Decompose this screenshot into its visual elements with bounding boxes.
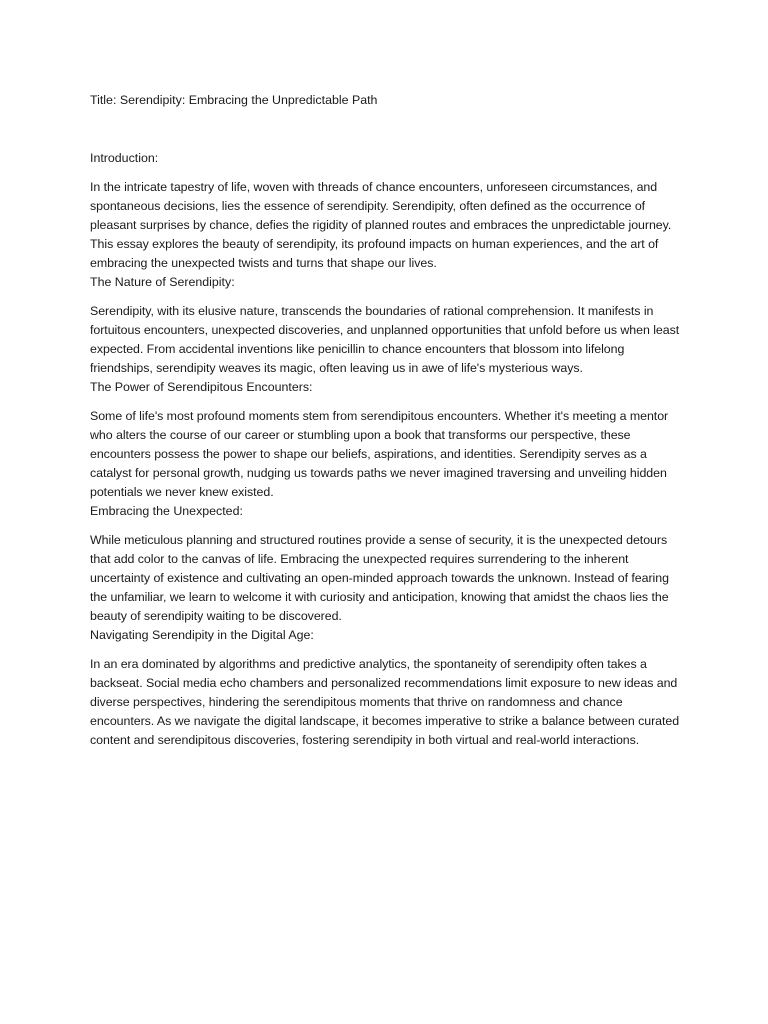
section-heading: Navigating Serendipity in the Digital Age: bbox=[90, 628, 314, 642]
document-page bbox=[90, 91, 680, 750]
section-paragraph: Some of life's most profound moments stem from serendipitous encounters. Whether it's meeting a mentor who alters the course of our career or stumbling upon a book that transforms our perspective, these encounters possess the power to shape our beliefs, aspirations, and identities. Serendipity serves as a catalyst for personal growth, nudging us towards paths we never imagined traversing and unveiling hidden potentials we never knew existed. bbox=[90, 409, 669, 499]
section-paragraph: Serendipity, with its elusive nature, transcends the boundaries of rational comprehension. It manifests in fortuitous encounters, unexpected discoveries, and unplanned opportunities that unfold before us when least expected. From accidental inventions like penicillin to chance encounters that blossom into lifelong friendships, serendipity weaves its magic, often leaving us in awe of life's mysterious ways. bbox=[90, 304, 680, 375]
section-heading: The Power of Serendipitous Encounters: bbox=[90, 380, 313, 394]
section-embracing-unexpected bbox=[90, 502, 680, 626]
section-nature-of-serendipity bbox=[90, 273, 680, 378]
section-heading: Embracing the Unexpected: bbox=[90, 504, 243, 518]
section-heading: Introduction: bbox=[90, 151, 159, 165]
section-introduction bbox=[90, 149, 680, 273]
section-paragraph: While meticulous planning and structured routines provide a sense of security, it is the unexpected detours that add color to the canvas of life. Embracing the unexpected requires surrendering to the inherent uncertainty of existence and cultivating an open-minded approach towards the unknown. Instead of fearing the unfamiliar, we learn to welcome it with curiosity and anticipation, knowing that amidst the chaos lies the beauty of serendipity waiting to be discovered. bbox=[90, 533, 669, 623]
section-heading: The Nature of Serendipity: bbox=[90, 275, 235, 289]
section-digital-age bbox=[90, 626, 680, 750]
document-title: Title: Serendipity: Embracing the Unpredictable Path bbox=[90, 93, 378, 107]
section-paragraph: In the intricate tapestry of life, woven with threads of chance encounters, unforeseen circumstances, and spontaneous decisions, lies the essence of serendipity. Serendipity, often defined as the occurrence of pleasant surprises by chance, defies the rigidity of planned routes and embraces the unpredictable journey. This essay explores the beauty of serendipity, its profound impacts on human experiences, and the art of embracing the unexpected twists and turns that shape our lives. bbox=[90, 180, 672, 270]
section-power-of-encounters bbox=[90, 378, 680, 502]
section-paragraph: In an era dominated by algorithms and predictive analytics, the spontaneity of serendipity often takes a backseat. Social media echo chambers and personalized recommendations limit exposure to new ideas and diverse perspectives, hindering the serendipitous moments that thrive on randomness and chance encounters. As we navigate the digital landscape, it becomes imperative to strike a balance between curated content and serendipitous discoveries, fostering serendipity in both virtual and real-world interactions. bbox=[90, 657, 680, 747]
